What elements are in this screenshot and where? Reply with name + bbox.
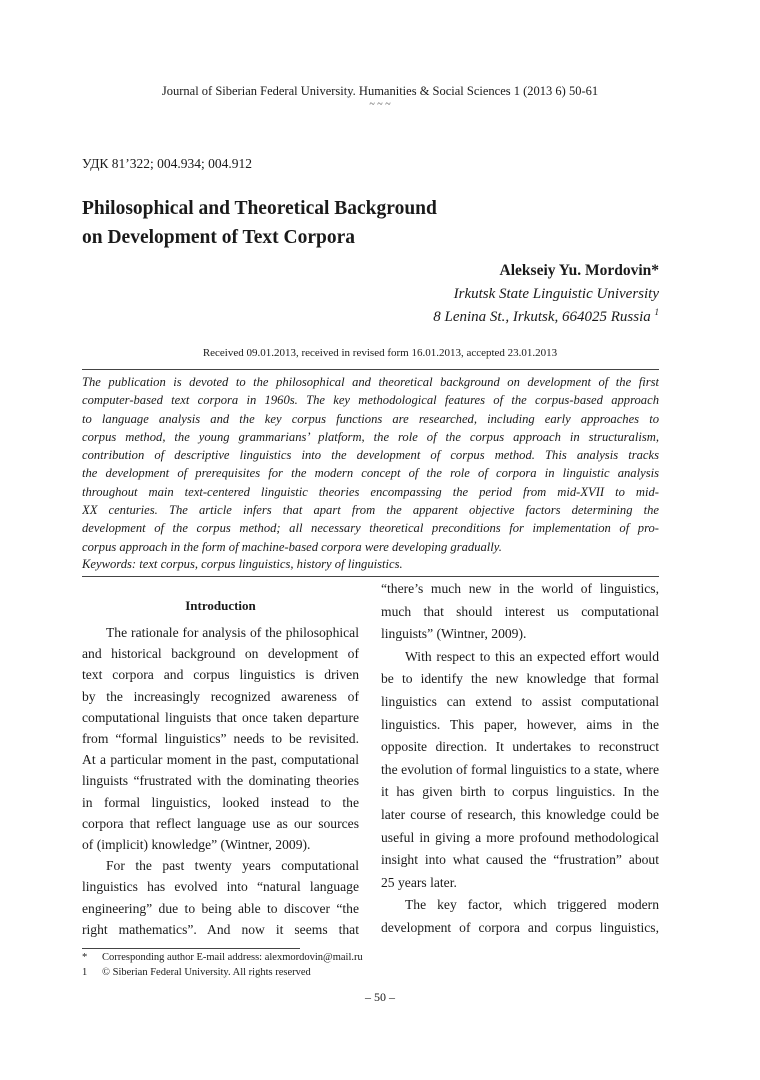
body-line: The rationale for analysis of the philosophical: [106, 625, 359, 640]
body-line: insight into what caused the “frustration” about: [381, 852, 659, 868]
abstract-line: computer-based text corpora in 1960s. The key methodological features of the corpus-based approach: [82, 393, 659, 408]
divider: [82, 369, 659, 370]
body-line: engineering” due to being able to discover “the: [82, 900, 359, 916]
body-line: linguistics can extend to assist computational: [381, 693, 659, 709]
body-line: linguistics. This paper, however, aims in the: [381, 716, 659, 732]
body-line: linguists “frustrated with the dominating theories: [82, 773, 359, 789]
footnote-mark: 1: [82, 967, 88, 978]
body-line: by the increasingly recognized awareness of: [82, 688, 359, 704]
author-name: Alekseiy Yu. Mordovin*: [499, 262, 659, 279]
body-line: linguists” (Wintner, 2009).: [381, 626, 527, 642]
divider: [82, 576, 659, 577]
body-line: At a particular moment in the past, computational: [82, 752, 359, 768]
journal-header: Journal of Siberian Federal University. Humanities & Social Sciences 1 (2013 6) 50-61: [161, 84, 599, 98]
body-line: useful in giving a more profound methodological: [381, 829, 659, 845]
abstract-line: corpus approach in the form of machine-based corpora were developing gradually.: [82, 539, 502, 554]
body-line: 25 years later.: [381, 874, 457, 890]
abstract-line: the development of prerequisites for the modern concept of the role of corpora in linguistic analysis: [82, 466, 659, 481]
right-column: [381, 578, 659, 940]
section-heading: Introduction: [185, 598, 256, 613]
body-line: later course of research, this knowledge could be: [381, 806, 659, 822]
author-address: [300, 308, 659, 326]
footnote: [82, 951, 363, 964]
keywords: Keywords: text corpus, corpus linguistics, history of linguistics.: [82, 557, 403, 571]
footnote-divider: [82, 948, 300, 949]
body-line: from “formal linguistics” needs to be revisited.: [82, 731, 359, 747]
body-line: linguistics has evolved into “natural language: [82, 879, 359, 895]
body-line: The key factor, which triggered modern: [405, 897, 659, 913]
footnote-text: Corresponding author E-mail address: alexmordovin@mail.ru: [102, 952, 363, 963]
abstract-line: to language analysis and the key corpus functions are researched, including early approaches to: [82, 411, 659, 426]
paper-title: [82, 194, 437, 252]
left-column: [82, 622, 359, 940]
body-line: right mathematics”. And now it seems that: [82, 921, 359, 937]
address-text: 8 Lenina St., Irkutsk, 664025 Russia: [433, 309, 651, 325]
body-line: computational linguists that once taken departure: [82, 709, 359, 725]
abstract: [82, 373, 659, 556]
title-line: on Development of Text Corpora: [82, 227, 355, 248]
abstract-line: development of the corpus method; all necessary theoretical preconditions for implementation of pro-: [82, 521, 659, 536]
body-line: With respect to this an expected effort would: [405, 648, 659, 664]
abstract-line: throughout main text-centered linguistic theories encompassing the period from mid-XVII to mid-: [82, 484, 659, 499]
footnote-ref: 1: [654, 307, 659, 317]
footnote-text: © Siberian Federal University. All rights reserved: [102, 967, 311, 978]
body-line: corpora that reflect language use as our sources: [82, 815, 359, 831]
abstract-line: The publication is devoted to the philosophical and theoretical background on development of the first: [82, 375, 659, 389]
body-line: For the past twenty years computational: [106, 858, 359, 874]
received-dates: Received 09.01.2013, received in revised form 16.01.2013, accepted 23.01.2013: [202, 347, 558, 359]
abstract-line: contribution of descriptive linguistics into the development of corpus method. This analysis tracks: [82, 448, 659, 463]
body-line: opposite direction. It undertakes to reconstruct: [381, 739, 659, 755]
body-line: and historical background on development of: [82, 646, 359, 662]
body-line: development of corpora and corpus linguistics,: [381, 919, 659, 935]
abstract-line: corpus method, the young grammarians’ platform, the role of the corpus approach in structuralism,: [82, 429, 659, 444]
body-line: the evolution of formal linguistics to a state, where: [381, 761, 659, 777]
footnote: [82, 966, 311, 979]
abstract-line: XX centuries. The article infers that apart from the apparent objective factors determining the: [82, 503, 659, 518]
body-line: of (implicit) knowledge” (Wintner, 2009).: [82, 837, 311, 853]
page-number: – 50 –: [365, 990, 395, 1004]
header-ornament: ~ ~ ~: [369, 99, 391, 110]
author-affiliation: Irkutsk State Linguistic University: [453, 286, 659, 302]
body-line: much that should interest us computational: [381, 603, 659, 619]
body-line: in formal linguistics, looked instead to the: [82, 794, 359, 810]
udk-code: УДК 81’322; 004.934; 004.912: [82, 156, 253, 171]
body-line: it has given birth to corpus linguistics. In the: [381, 784, 659, 800]
body-line: “there’s much new in the world of linguistics,: [381, 581, 659, 596]
footnote-mark: *: [82, 952, 88, 963]
title-line: Philosophical and Theoretical Background: [82, 198, 437, 219]
body-line: text corpora and corpus linguistics is driven: [82, 667, 359, 683]
body-line: be to identify the new knowledge that formal: [381, 671, 659, 687]
